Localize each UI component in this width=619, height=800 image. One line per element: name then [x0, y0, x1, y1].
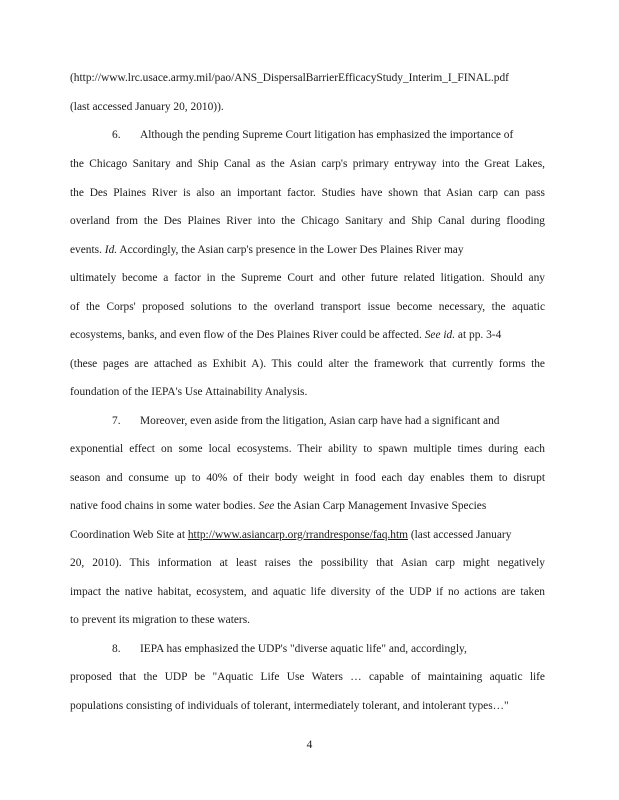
text-line: overland from the Des Plaines River into the Chicago Sanitary and Ship Canal during flooding [70, 215, 545, 227]
asiancarp-faq-link[interactable]: http://www.asiancarp.org/rrandresponse/faq.htm [187, 529, 408, 541]
text-line: the Des Plaines River is also an important factor. Studies have shown that Asian carp can pass [70, 187, 545, 199]
text-line: populations consisting of individuals of tolerant, intermediately tolerant, and intolerant types…" [70, 700, 509, 712]
page-number: 4 [306, 739, 313, 751]
text-line: 20, 2010). This information at least raises the possibility that Asian carp might negatively [70, 557, 545, 569]
text-span: Moreover, even aside from the litigation, Asian carp have had a significant and [140, 415, 500, 427]
paragraph-8-first-line [70, 642, 545, 656]
text-line: the Chicago Sanitary and Ship Canal as the Asian carp's primary entryway into the Great Lakes, [70, 158, 545, 170]
text-line: (http://www.lrc.usace.army.mil/pao/ANS_DispersalBarrierEfficacyStudy_Interim_I_FINAL.pdf [70, 72, 509, 84]
text-line: ultimately become a factor in the Supreme Court and other future related litigation. Should any [70, 272, 545, 284]
citation-see-id: See id. [424, 329, 456, 341]
citation-id: Id. [104, 244, 118, 256]
text-line [70, 528, 545, 542]
paragraph-number: 8. [112, 643, 121, 655]
text-line: exponential effect on some local ecosystems. Their ability to spawn multiple times during each [70, 443, 545, 455]
paragraph-6-first-line [70, 128, 545, 142]
text-line [70, 243, 545, 257]
text-span: Although the pending Supreme Court litigation has emphasized the importance of [140, 129, 514, 141]
text-span: (last accessed January [408, 529, 512, 541]
text-span: Accordingly, the Asian carp's presence in the Lower Des Plaines River may [117, 244, 464, 256]
text-line: to prevent its migration to these waters. [70, 614, 250, 626]
text-line [70, 328, 545, 342]
text-line [70, 499, 545, 513]
paragraph-number: 7. [112, 415, 121, 427]
text-line: (these pages are attached as Exhibit A). This could alter the framework that currently forms the [70, 358, 545, 370]
text-span: the Asian Carp Management Invasive Species [274, 500, 487, 512]
text-span: IEPA has emphasized the UDP's "diverse aquatic life" and, accordingly, [140, 643, 467, 655]
text-line: (last accessed January 20, 2010)). [70, 101, 224, 113]
text-line: proposed that the UDP be "Aquatic Life Use Waters … capable of maintaining aquatic life [70, 671, 545, 683]
text-span: Coordination Web Site at [70, 529, 188, 541]
paragraph-7-first-line [70, 414, 545, 428]
paragraph-number: 6. [112, 129, 121, 141]
text-line: of the Corps' proposed solutions to the overland transport issue become necessary, the aquatic [70, 301, 545, 313]
citation-see: See [258, 500, 275, 512]
text-line: impact the native habitat, ecosystem, and aquatic life diversity of the UDP if no actions are taken [70, 586, 545, 598]
text-span: native food chains in some water bodies. [70, 500, 259, 512]
text-line: season and consume up to 40% of their body weight in food each day enables them to disrupt [70, 472, 545, 484]
text-span: ecosystems, banks, and even flow of the Des Plaines River could be affected. [70, 329, 425, 341]
text-span: at pp. 3-4 [455, 329, 502, 341]
text-span: events. [70, 244, 105, 256]
text-line: foundation of the IEPA's Use Attainability Analysis. [70, 386, 308, 398]
